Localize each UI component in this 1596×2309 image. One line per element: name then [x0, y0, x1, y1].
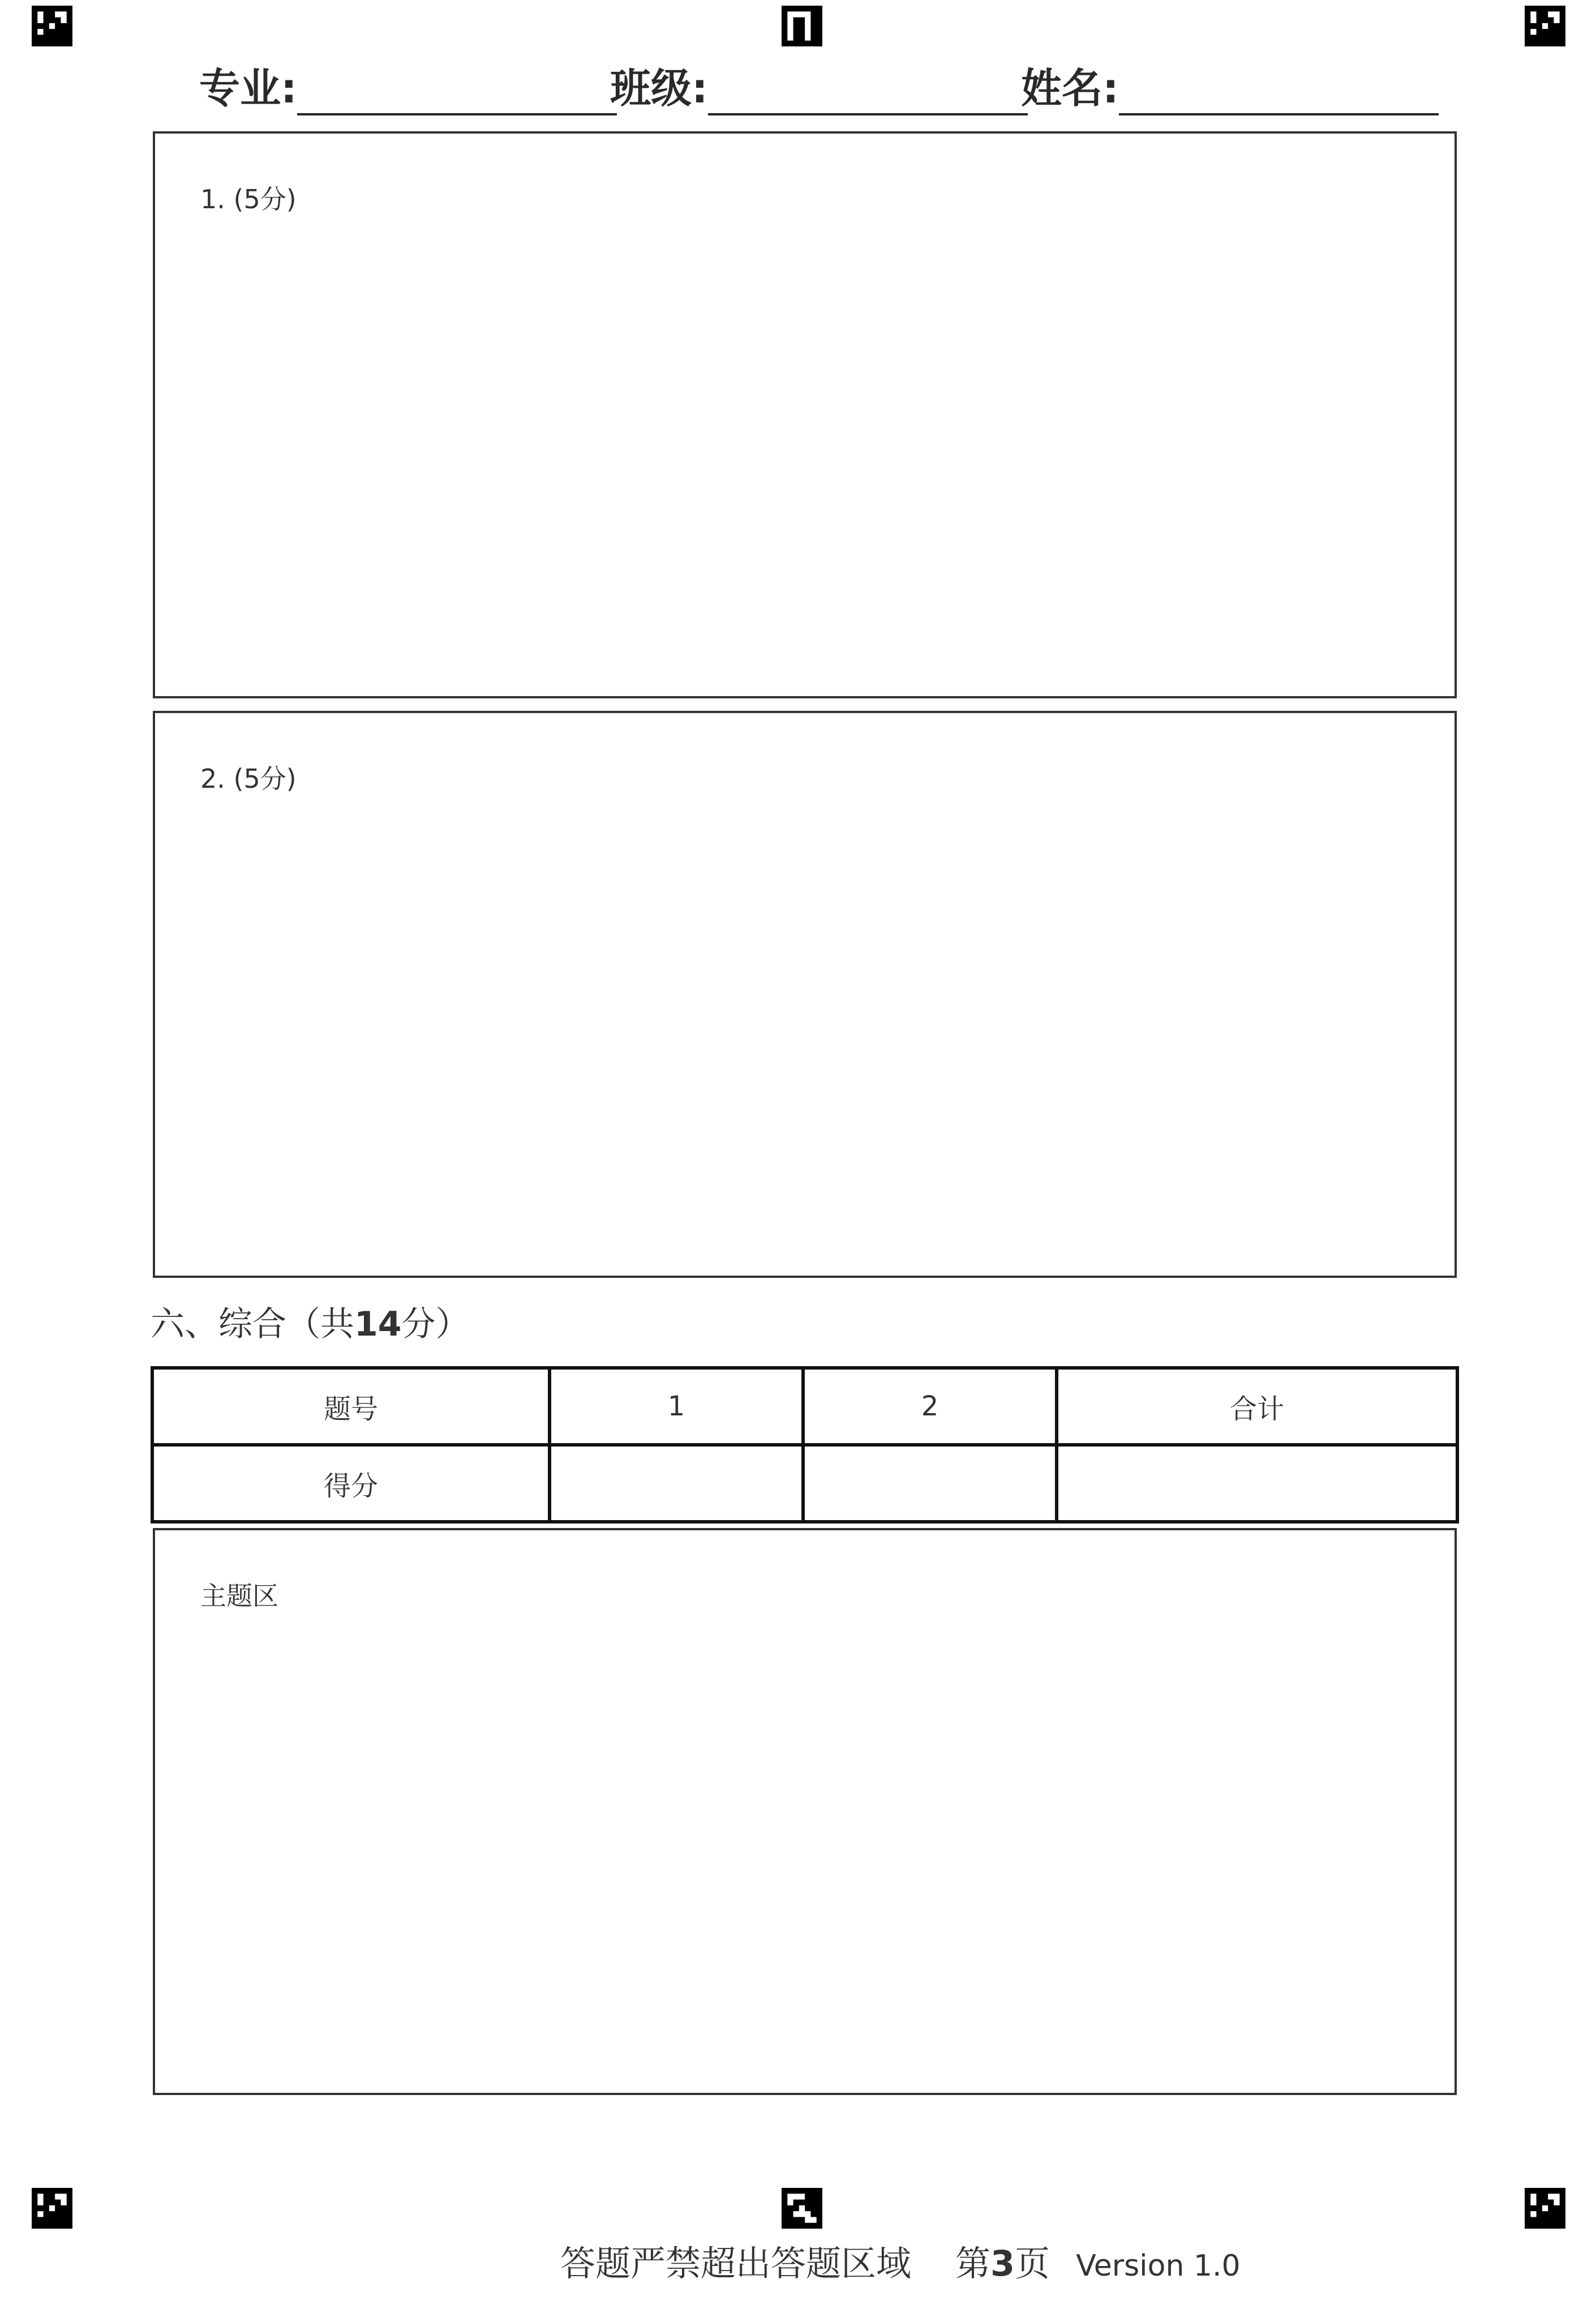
name-input-line[interactable]: [1119, 113, 1439, 115]
footer-warning: 答题严禁超出答题区域: [560, 2243, 912, 2284]
score-row-label: 得分: [152, 1445, 550, 1522]
score-table-header-cell: 2: [803, 1368, 1057, 1445]
page-number: 3: [990, 2243, 1015, 2284]
topic-area-label: 主题区: [200, 1581, 278, 1611]
name-field: [1021, 52, 1439, 117]
page-suffix: 页: [1015, 2243, 1050, 2284]
score-table-score-row: [152, 1445, 1457, 1522]
score-table: [151, 1366, 1459, 1523]
score-cell-total[interactable]: [1057, 1445, 1457, 1522]
section-title-prefix: 六、综合（共: [151, 1304, 354, 1344]
question-2-label: 2. (5分): [200, 763, 297, 794]
corner-marker-top-right-icon: [1525, 6, 1565, 46]
page-footer: [560, 2235, 1241, 2286]
topic-area-box[interactable]: [153, 1528, 1457, 2095]
question-1-label: 1. (5分): [200, 184, 297, 214]
class-input-line[interactable]: [708, 113, 1028, 115]
major-label: 专业:: [199, 65, 297, 112]
page-prefix: 第: [955, 2243, 991, 2284]
top-center-marker-icon: [782, 6, 822, 46]
score-table-header-cell: 题号: [152, 1368, 550, 1445]
answer-box-question-1[interactable]: [153, 131, 1457, 698]
class-field: [610, 52, 1028, 117]
corner-marker-bottom-right-icon: [1525, 2188, 1565, 2229]
corner-marker-top-left-icon: [32, 6, 72, 46]
section-title-suffix: 分）: [401, 1304, 470, 1344]
major-field: [199, 52, 617, 117]
name-label: 姓名:: [1021, 65, 1119, 112]
score-cell-question-1[interactable]: [550, 1445, 803, 1522]
bottom-center-marker-icon: [782, 2188, 822, 2229]
corner-marker-bottom-left-icon: [32, 2188, 72, 2229]
footer-version: Version 1.0: [1076, 2249, 1241, 2283]
score-table-header-cell: 1: [550, 1368, 803, 1445]
score-table-header-row: [152, 1368, 1457, 1445]
score-table-header-cell: 合计: [1057, 1368, 1457, 1445]
section-title: [151, 1297, 470, 1346]
class-label: 班级:: [610, 65, 708, 112]
footer-page-number: [955, 2235, 1050, 2286]
major-input-line[interactable]: [297, 113, 617, 115]
section-title-points: 14: [354, 1304, 402, 1344]
answer-box-question-2[interactable]: [153, 711, 1457, 1278]
score-cell-question-2[interactable]: [803, 1445, 1057, 1522]
